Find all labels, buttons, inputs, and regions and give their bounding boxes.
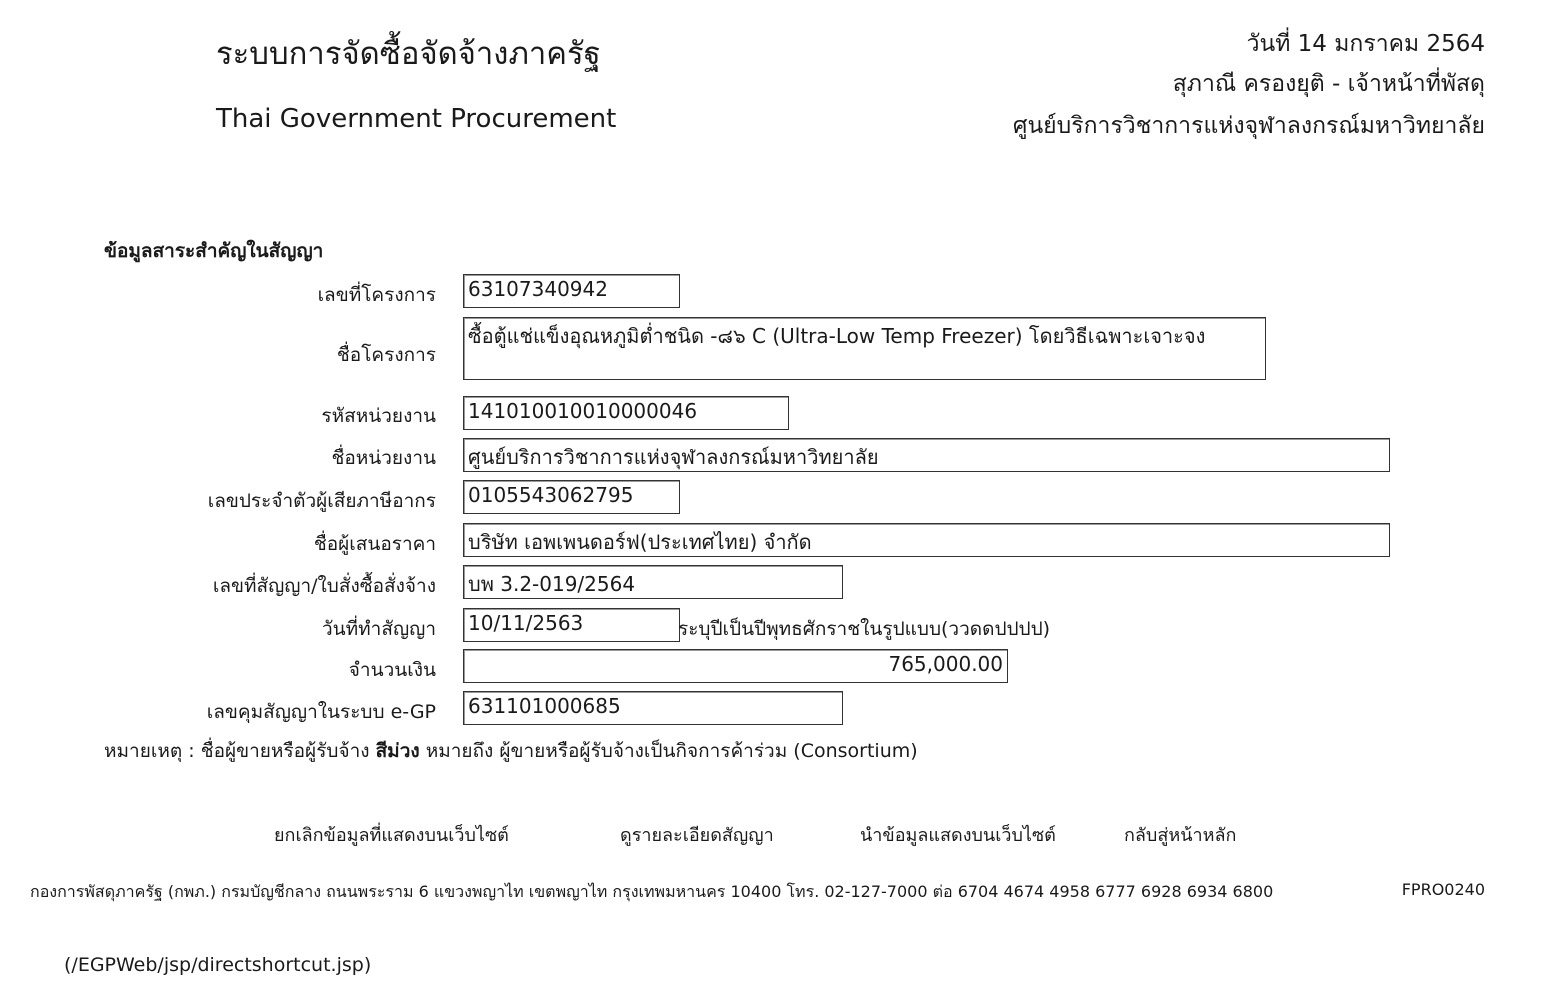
amount-label: จำนวนเงิน [348, 659, 436, 681]
view-details-link[interactable]: ดูรายละเอียดสัญญา [620, 825, 774, 846]
contract-date-label: วันที่ทำสัญญา [321, 618, 436, 640]
bidder-name-field[interactable]: บริษัท เอพเพนดอร์ฟ(ประเทศไทย) จำกัด [463, 523, 1390, 557]
agency-code-field[interactable]: 141010010010000046 [463, 396, 789, 430]
note-prefix: หมายเหตุ : ชื่อผู้ขายหรือผู้รับจ้าง [104, 740, 376, 762]
page-url: (/EGPWeb/jsp/directshortcut.jsp) [64, 954, 372, 976]
agency-name-label: ชื่อหน่วยงาน [331, 447, 436, 469]
footer-address: กองการพัสดุภาครัฐ (กพภ.) กรมบัญชีกลาง ถนนพระราม 6 แขวงพญาไท เขตพญาไท กรุงเทพมหานคร 10400 โทร. 02-127-7000 ต่อ 6704 4674 4958 6777 6928 6934 6800 [30, 882, 1274, 901]
publish-link[interactable]: นำข้อมูลแสดงบนเว็บไซต์ [860, 825, 1056, 846]
egp-control-no-field[interactable]: 631101000685 [463, 691, 843, 725]
note-suffix: หมายถึง ผู้ขายหรือผู้รับจ้างเป็นกิจการค้าร่วม (Consortium) [419, 740, 918, 762]
project-no-label: เลขที่โครงการ [317, 284, 436, 306]
consortium-note [104, 736, 918, 766]
system-subtitle: Thai Government Procurement [216, 104, 617, 134]
form-code: FPRO0240 [1401, 880, 1485, 899]
egp-control-no-label: เลขคุมสัญญาในระบบ e-GP [206, 701, 436, 723]
section-title: ข้อมูลสาระสำคัญในสัญญา [104, 240, 324, 262]
note-highlight: สีม่วง [375, 740, 420, 762]
bidder-name-label: ชื่อผู้เสนอราคา [313, 533, 436, 555]
amount-field[interactable]: 765,000.00 [463, 649, 1008, 683]
contract-no-field[interactable]: บพ 3.2-019/2564 [463, 565, 843, 599]
agency-name-field[interactable]: ศูนย์บริการวิชาการแห่งจุฬาลงกรณ์มหาวิทยาลัย [463, 438, 1390, 472]
header-organization: ศูนย์บริการวิชาการแห่งจุฬาลงกรณ์มหาวิทยาลัย [1012, 113, 1485, 139]
project-name-field[interactable]: ซื้อตู้แช่แข็งอุณหภูมิต่ำชนิด -๘๖ C (Ultra-Low Temp Freezer) โดยวิธีเฉพาะเจาะจง [463, 317, 1266, 380]
tax-id-field[interactable]: 0105543062795 [463, 480, 680, 514]
contract-date-hint: ระบุปีเป็นปีพุทธศักราชในรูปแบบ(ววดดปปปป) [678, 618, 1051, 640]
contract-no-label: เลขที่สัญญา/ใบสั่งซื้อสั่งจ้าง [212, 575, 436, 597]
project-no-field[interactable]: 63107340942 [463, 274, 680, 308]
header-date: วันที่ 14 มกราคม 2564 [1246, 31, 1485, 57]
header-user: สุภาณี ครองยุติ - เจ้าหน้าที่พัสดุ [1172, 71, 1485, 97]
contract-date-field[interactable]: 10/11/2563 [463, 608, 680, 642]
agency-code-label: รหัสหน่วยงาน [321, 405, 436, 427]
back-home-link[interactable]: กลับสู่หน้าหลัก [1124, 825, 1237, 846]
tax-id-label: เลขประจำตัวผู้เสียภาษีอากร [207, 490, 436, 512]
project-name-label: ชื่อโครงการ [336, 344, 436, 366]
cancel-display-link[interactable]: ยกเลิกข้อมูลที่แสดงบนเว็บไซต์ [274, 825, 509, 846]
system-title: ระบบการจัดซื้อจัดจ้างภาครัฐ [216, 36, 601, 72]
